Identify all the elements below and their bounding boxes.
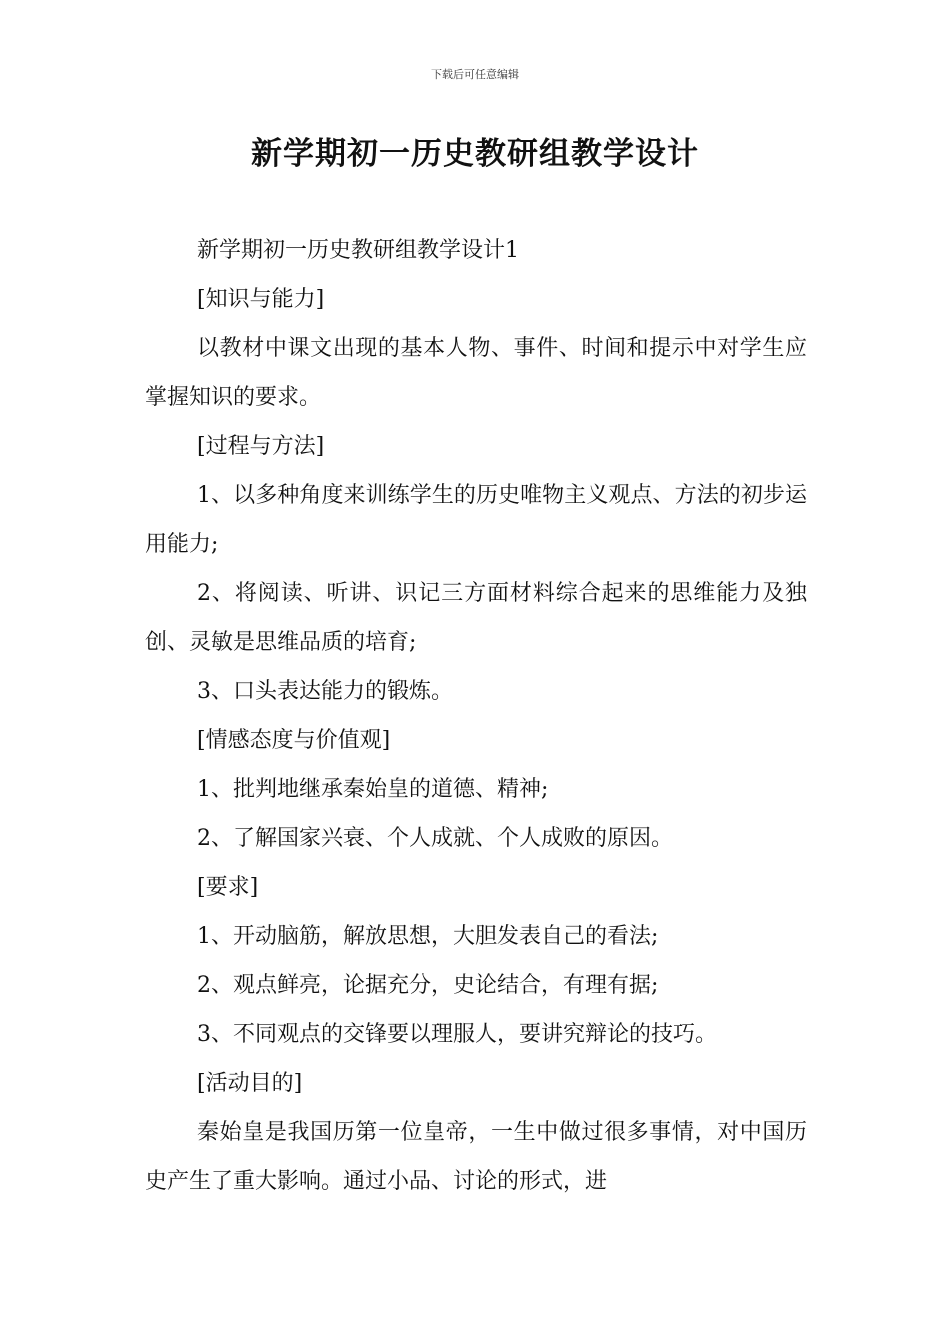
- list-item: 3、口头表达能力的锻炼。: [197, 679, 453, 704]
- section-heading-requirements: [要求]: [197, 875, 259, 900]
- section-heading-knowledge: [知识与能力]: [197, 287, 325, 312]
- document-title: 新学期初一历史教研组教学设计: [251, 136, 699, 172]
- list-item: 3、不同观点的交锋要以理服人，要讲究辩论的技巧。: [197, 1022, 717, 1047]
- section-heading-process: [过程与方法]: [197, 434, 325, 459]
- body-paragraph: 秦始皇是我国历第一位皇帝，一生中做过很多事情，对中国历史产生了重大影响。通过小品、讨论的形式，进: [145, 1120, 807, 1194]
- list-item: 1、以多种角度来训练学生的历史唯物主义观点、方法的初步运用能力;: [145, 483, 807, 557]
- list-item: 2、观点鲜亮，论据充分，史论结合，有理有据;: [197, 973, 659, 998]
- list-item: 1、批判地继承秦始皇的道德、精神;: [197, 777, 549, 802]
- list-item: 2、了解国家兴衰、个人成就、个人成败的原因。: [197, 826, 673, 851]
- document-body: [145, 226, 807, 1206]
- body-paragraph: 以教材中课文出现的基本人物、事件、时间和提示中对学生应掌握知识的要求。: [145, 336, 807, 410]
- subtitle-paragraph: 新学期初一历史教研组教学设计1: [197, 238, 519, 263]
- section-heading-attitude: [情感态度与价值观]: [197, 728, 391, 753]
- section-heading-purpose: [活动目的]: [197, 1071, 303, 1096]
- list-item: 1、开动脑筋，解放思想，大胆发表自己的看法;: [197, 924, 659, 949]
- list-item: 2、将阅读、听讲、识记三方面材料综合起来的思维能力及独创、灵敏是思维品质的培育;: [145, 581, 807, 655]
- header-note: 下载后可任意编辑: [431, 68, 519, 81]
